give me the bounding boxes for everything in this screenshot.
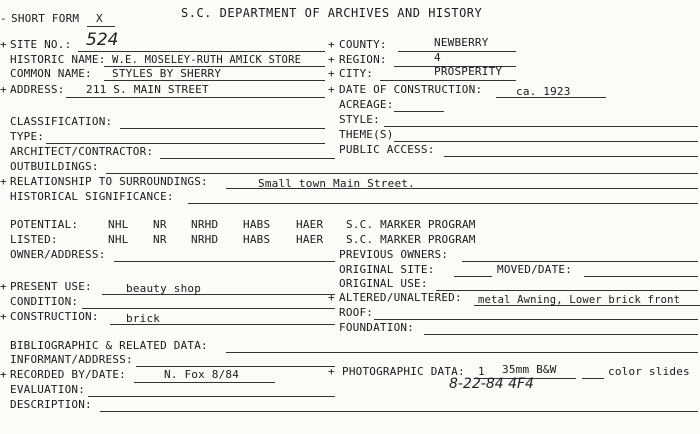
relationship-line: [226, 188, 698, 189]
common-name-label: COMMON NAME:: [10, 67, 92, 80]
original-site-line: [454, 276, 492, 277]
foundation-label: FOUNDATION:: [339, 321, 415, 334]
original-use-label: ORIGINAL USE:: [339, 277, 428, 290]
altered-line: [474, 305, 700, 306]
moved-date-line: [584, 276, 698, 277]
site-no-value: 524: [86, 30, 119, 50]
type-label: TYPE:: [10, 130, 45, 143]
type-line: [46, 143, 325, 144]
bibliographic-line: [226, 352, 698, 353]
county-plus-mark: +: [328, 38, 335, 51]
style-line: [384, 126, 698, 127]
classification-line: [120, 128, 325, 129]
site-no-line: [78, 51, 325, 52]
listed-label: LISTED:: [10, 233, 58, 246]
construction-line: [110, 324, 335, 325]
address-label: ADDRESS:: [10, 83, 65, 96]
short-form-value: X: [96, 12, 103, 25]
original-use-line: [436, 290, 698, 291]
photographic-count: 1: [478, 365, 485, 378]
present-use-plus-mark: +: [0, 280, 7, 293]
photo-roll-note: 8-22-84 4F4: [449, 376, 534, 392]
potential-nhl: NHL: [108, 218, 129, 231]
listed-haer: HAER: [296, 233, 324, 246]
construction-label: CONSTRUCTION:: [10, 310, 99, 323]
owner-address-label: OWNER/ADDRESS:: [10, 248, 106, 261]
condition-line: [82, 308, 335, 309]
description-line: [100, 411, 698, 412]
present-use-label: PRESENT USE:: [10, 280, 92, 293]
potential-nrhd: NRHD: [191, 218, 219, 231]
altered-plus-mark: +: [328, 291, 335, 304]
listed-nhl: NHL: [108, 233, 129, 246]
form-title: S.C. DEPARTMENT OF ARCHIVES AND HISTORY: [181, 6, 483, 20]
foundation-line: [424, 334, 698, 335]
altered-value: metal Awning, Lower brick front: [478, 294, 681, 306]
present-use-line: [102, 294, 335, 295]
region-label: REGION:: [339, 53, 387, 66]
owner-address-line: [114, 261, 335, 262]
construction-value: brick: [126, 312, 161, 325]
county-value: NEWBERRY: [434, 36, 489, 49]
outbuildings-label: OUTBUILDINGS:: [10, 160, 99, 173]
city-line: [380, 80, 516, 81]
photographic-label: PHOTOGRAPHIC DATA:: [342, 365, 465, 378]
photographic-film: 35mm B&W: [502, 363, 557, 376]
style-label: STYLE:: [339, 113, 380, 126]
date-of-construction-line: [496, 97, 606, 98]
public-access-label: PUBLIC ACCESS:: [339, 143, 435, 156]
relationship-value: Small town Main Street.: [258, 177, 415, 190]
date-of-construction-value: ca. 1923: [516, 85, 571, 98]
historic-name-label: HISTORIC NAME:: [10, 53, 106, 66]
date-of-construction-plus-mark: +: [328, 83, 335, 96]
date-of-construction-label: DATE OF CONSTRUCTION:: [339, 83, 483, 96]
photographic-plus-mark: +: [328, 365, 335, 378]
color-slides-label: color slides: [608, 365, 690, 378]
public-access-line: [444, 156, 698, 157]
common-name-line: [104, 80, 325, 81]
altered-label: ALTERED/UNALTERED:: [339, 291, 462, 304]
present-use-value: beauty shop: [126, 282, 202, 295]
architect-line: [160, 158, 335, 159]
acreage-line: [394, 111, 444, 112]
recorded-by-label: RECORDED BY/DATE:: [10, 368, 126, 381]
short-form-label: SHORT FORM: [11, 12, 80, 25]
potential-label: POTENTIAL:: [10, 218, 79, 231]
potential-nr: NR: [153, 218, 167, 231]
recorded-by-line: [134, 382, 275, 383]
outbuildings-line: [106, 173, 698, 174]
previous-owners-label: PREVIOUS OWNERS:: [339, 248, 449, 261]
listed-marker-program: S.C. MARKER PROGRAM: [346, 233, 476, 246]
city-label: CITY:: [339, 67, 374, 80]
relationship-plus-mark: +: [0, 175, 7, 188]
county-line: [398, 51, 516, 52]
informant-line: [136, 366, 335, 367]
city-plus-mark: +: [328, 67, 335, 80]
listed-nrhd: NRHD: [191, 233, 219, 246]
evaluation-line: [88, 396, 335, 397]
bibliographic-label: BIBLIOGRAPHIC & RELATED DATA:: [10, 339, 208, 352]
historical-significance-line: [188, 203, 698, 204]
roof-line: [374, 319, 698, 320]
listed-nr: NR: [153, 233, 167, 246]
city-value: PROSPERITY: [434, 65, 503, 78]
address-line: [66, 97, 325, 98]
listed-habs: HABS: [243, 233, 271, 246]
site-no-plus-mark: +: [0, 38, 7, 51]
address-value: 211 S. MAIN STREET: [86, 83, 209, 96]
roof-label: ROOF:: [339, 306, 374, 319]
classification-label: CLASSIFICATION:: [10, 115, 113, 128]
region-plus-mark: +: [328, 53, 335, 66]
moved-date-label: MOVED/DATE:: [497, 263, 573, 276]
original-site-label: ORIGINAL SITE:: [339, 263, 435, 276]
description-label: DESCRIPTION:: [10, 398, 92, 411]
construction-plus-mark: +: [0, 310, 7, 323]
potential-habs: HABS: [243, 218, 271, 231]
historical-significance-label: HISTORICAL SIGNIFICANCE:: [10, 190, 174, 203]
informant-label: INFORMANT/ADDRESS:: [10, 353, 133, 366]
recorded-by-plus-mark: +: [0, 368, 7, 381]
architect-label: ARCHITECT/CONTRACTOR:: [10, 145, 154, 158]
theme-label: THEME(S): [339, 128, 394, 141]
theme-line: [394, 141, 698, 142]
historic-name-value: W.E. MOSELEY-RUTH AMICK STORE: [112, 54, 302, 66]
acreage-label: ACREAGE:: [339, 98, 394, 111]
margin-dash-mark: -: [0, 12, 7, 25]
relationship-label: RELATIONSHIP TO SURROUNDINGS:: [10, 175, 208, 188]
recorded-by-value: N. Fox 8/84: [164, 368, 240, 381]
site-no-label: SITE NO.:: [10, 38, 72, 51]
evaluation-label: EVALUATION:: [10, 383, 86, 396]
region-value: 4: [434, 51, 441, 64]
potential-marker-program: S.C. MARKER PROGRAM: [346, 218, 476, 231]
common-name-value: STYLES BY SHERRY: [112, 67, 222, 80]
short-form-underline: [87, 26, 115, 27]
color-slides-blank: [582, 378, 604, 379]
condition-label: CONDITION:: [10, 295, 79, 308]
potential-haer: HAER: [296, 218, 324, 231]
previous-owners-line: [462, 261, 698, 262]
county-label: COUNTY:: [339, 38, 387, 51]
address-plus-mark: +: [0, 83, 7, 96]
